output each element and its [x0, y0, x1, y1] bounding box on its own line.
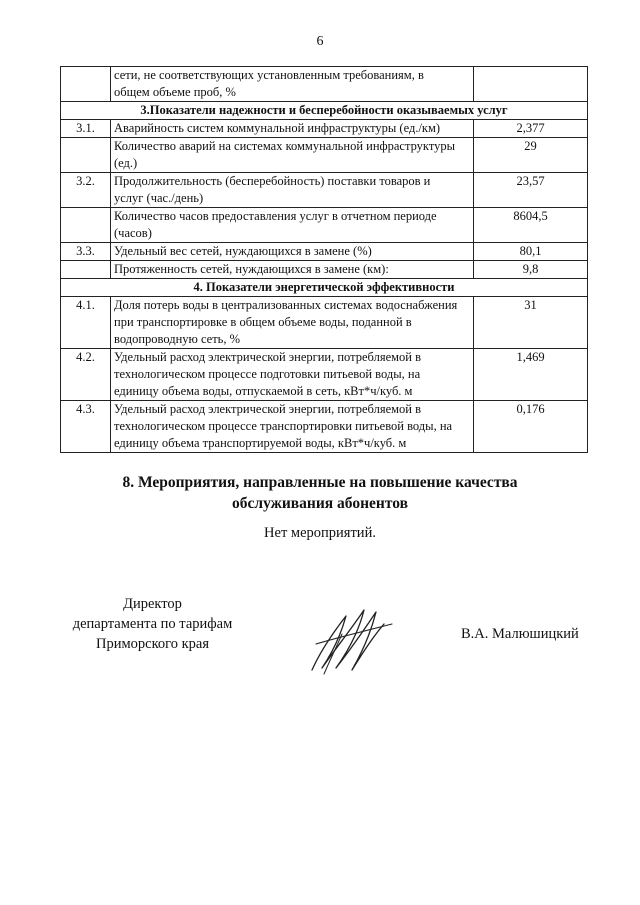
signer-name: В.А. Малюшицкий — [461, 626, 579, 642]
description-line: (ед.) — [114, 156, 138, 170]
row-description — [111, 173, 474, 208]
row-value: 2,377 — [474, 120, 588, 138]
signer-title — [60, 594, 245, 654]
description-line: единицу объема воды, отпускаемой в сеть, кВт*ч/куб. м — [114, 384, 413, 398]
row-value: 8604,5 — [474, 208, 588, 243]
description-line: услуг (час./день) — [114, 191, 204, 205]
row-description — [111, 297, 474, 349]
description-line: Доля потерь воды в централизованных системах водоснабжения — [114, 298, 458, 312]
row-number — [61, 261, 111, 279]
description-line: Аварийность систем коммунальной инфраструктуры (ед./км) — [114, 121, 441, 135]
description-line: Удельный расход электрической энергии, потребляемой в — [114, 402, 422, 416]
table-row — [61, 67, 588, 102]
row-value: 29 — [474, 138, 588, 173]
row-number: 4.3. — [61, 401, 111, 453]
indicators-table — [60, 66, 588, 453]
row-description — [111, 349, 474, 401]
section-8-heading-line: обслуживания абонентов — [232, 495, 408, 512]
signer-title-line: Приморского края — [95, 636, 209, 652]
row-number: 3.1. — [61, 120, 111, 138]
row-description — [111, 208, 474, 243]
row-value: 80,1 — [474, 243, 588, 261]
row-value: 23,57 — [474, 173, 588, 208]
table-row — [61, 297, 588, 349]
row-number — [61, 138, 111, 173]
indicators-table-body — [61, 67, 588, 453]
description-line: технологическом процессе подготовки питьевой воды, на — [114, 367, 421, 381]
row-description — [111, 67, 474, 102]
row-description — [111, 401, 474, 453]
section-title: 3.Показатели надежности и бесперебойности оказываемых услуг — [61, 102, 588, 120]
description-line: водопроводную сеть, % — [114, 332, 241, 346]
section-title: 4. Показатели энергетической эффективности — [61, 279, 588, 297]
signer-title-line: департамента по тарифам — [72, 616, 233, 632]
description-line: Протяженность сетей, нуждающихся в замене (км): — [114, 262, 389, 276]
row-description — [111, 138, 474, 173]
row-number — [61, 67, 111, 102]
section-8-heading — [0, 472, 640, 514]
section-8-heading-line: 8. Мероприятия, направленные на повышение качества — [122, 474, 518, 491]
description-line: сети, не соответствующих установленным требованиям, в — [114, 68, 424, 82]
description-line: технологическом процессе транспортировки питьевой воды, на — [114, 419, 453, 433]
row-description — [111, 243, 474, 261]
description-line: единицу объема транспортируемой воды, кВт*ч/куб. м — [114, 436, 407, 450]
row-value: 9,8 — [474, 261, 588, 279]
description-line: Количество часов предоставления услуг в отчетном периоде — [114, 209, 437, 223]
signer-title-line: Директор — [123, 596, 182, 612]
description-line: общем объеме проб, % — [114, 85, 236, 99]
row-description — [111, 120, 474, 138]
row-number: 3.2. — [61, 173, 111, 208]
description-line: Количество аварий на системах коммунальной инфраструктуры — [114, 139, 456, 153]
table-row — [61, 261, 588, 279]
table-row — [61, 120, 588, 138]
handwritten-signature — [306, 604, 396, 676]
row-value — [474, 67, 588, 102]
table-row — [61, 349, 588, 401]
table-section-row — [61, 279, 588, 297]
row-description — [111, 261, 474, 279]
row-value: 1,469 — [474, 349, 588, 401]
row-value: 31 — [474, 297, 588, 349]
page-number: 6 — [316, 34, 324, 49]
no-measures-text: Нет мероприятий. — [264, 525, 376, 541]
table-row — [61, 208, 588, 243]
description-line: (часов) — [114, 226, 152, 240]
row-number: 4.2. — [61, 349, 111, 401]
row-value: 0,176 — [474, 401, 588, 453]
table-row — [61, 243, 588, 261]
table-row — [61, 138, 588, 173]
table-section-row — [61, 102, 588, 120]
description-line: при транспортировке в общем объеме воды, поданной в — [114, 315, 412, 329]
description-line: Удельный вес сетей, нуждающихся в замене (%) — [114, 244, 372, 258]
row-number — [61, 208, 111, 243]
table-row — [61, 401, 588, 453]
row-number: 4.1. — [61, 297, 111, 349]
row-number: 3.3. — [61, 243, 111, 261]
description-line: Продолжительность (бесперебойность) поставки товаров и — [114, 174, 431, 188]
table-row — [61, 173, 588, 208]
description-line: Удельный расход электрической энергии, потребляемой в — [114, 350, 422, 364]
